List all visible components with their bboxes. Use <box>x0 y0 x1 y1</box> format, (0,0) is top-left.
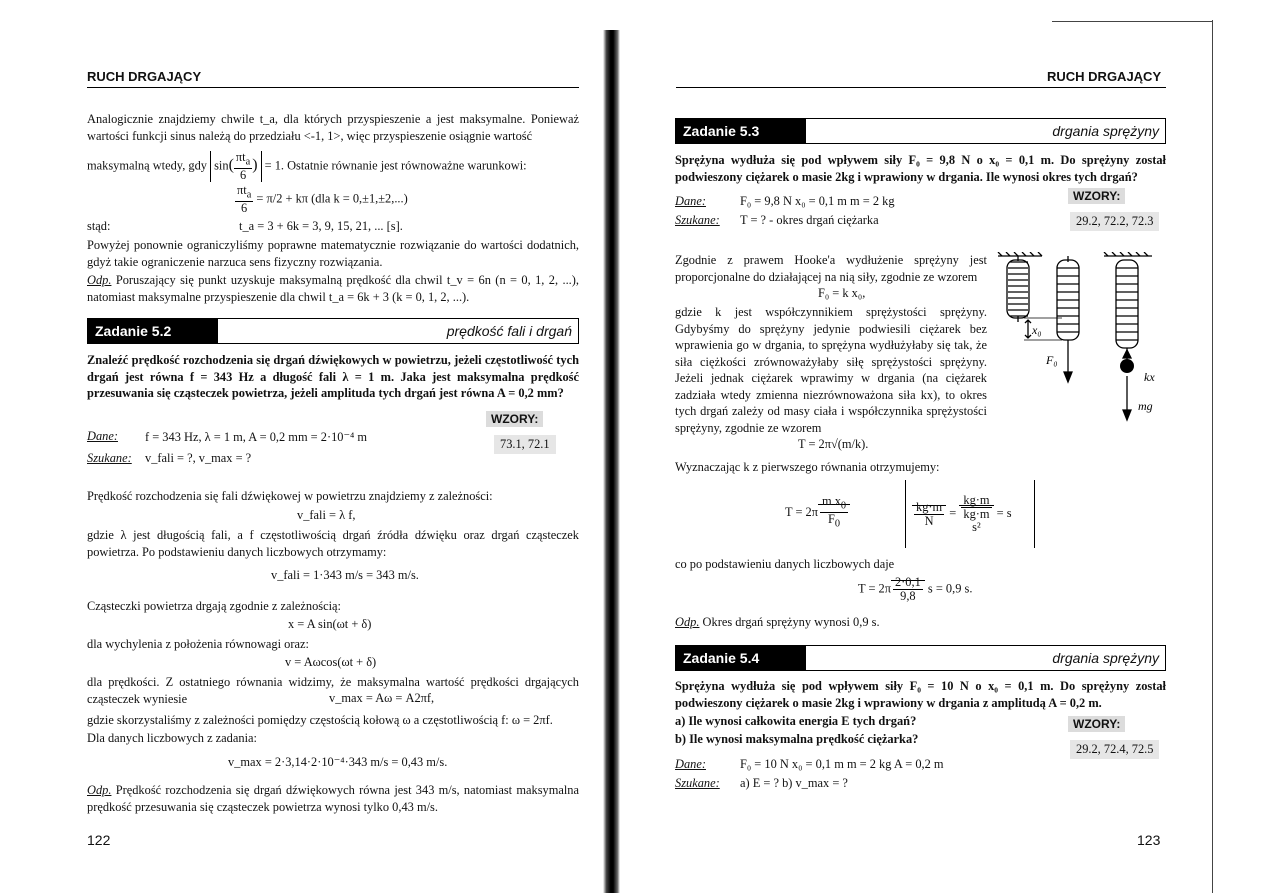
page-edge-top <box>1052 21 1212 22</box>
task-5-3-body-4: co po podstawieniu danych liczbowych daje <box>675 557 895 571</box>
spring-figure <box>994 252 1169 424</box>
spring-3-coil <box>1116 260 1138 348</box>
task-5-2-problem: Znaleźć prędkość rozchodzenia się drgań dźwiękowych w powietrzu, jeżeli częstotliwość tych drgań jest równa f = 343 Hz a długość fali λ = 1 m. Jaka jest maksymalna prędkość przesuwania się cząsteczek powietrza, jeżeli amplituda tych drgań jest równa A = 0,2 mm? <box>87 353 579 400</box>
equation-condition: $\frac{\pi t_a}{6}$ = π/2 + kπ (dla k = 0,±1,±2,...) <box>237 183 408 216</box>
task-5-3-answer <box>675 614 1166 631</box>
task-5-4-szukane-label <box>675 776 720 791</box>
task-5-2-sentence-7: Dla danych liczbowych z zadania: <box>87 731 257 745</box>
task-5-4-problem: Sprężyna wydłuża się pod wpływem siły F₀ = 10 N o x₀ = 0,1 m. Do sprężyny został podwieszony ciężarek o masie 2kg i wprawiony w drgania z amplitudą A = 0,2 m. <box>675 679 1166 710</box>
unit-num-2: kg·m <box>963 493 990 507</box>
szukane-label-text: Szukane: <box>87 451 132 465</box>
task-5-2-eq-4: v = Aωcos(ωt + δ) <box>285 655 377 669</box>
task-5-3-problem: Sprężyna wydłuża się pod wpływem siły F₀ = 9,8 N o x₀ = 0,1 m. Do sprężyny został podwieszony ciężarek o masie 2kg i wprawiony w drgania. Ile wynosi okres tych drgań? <box>675 153 1166 184</box>
eq-T2-sqrt: $\frac{m x_0}{F_0}$ <box>818 504 850 519</box>
task-5-4-question-b: b) Ile wynosi maksymalna prędkość ciężarka? <box>675 732 919 746</box>
task-5-2-wzory-label: WZORY: <box>486 411 543 427</box>
intro-condition-line <box>87 151 527 182</box>
task-5-2-answer-text: Prędkość rozchodzenia się drgań dźwiękowych równa jest 343 m/s, natomiast maksymalna prędkość przesuwania się cząsteczek powietrza wynosi tylko 0,43 m/s. <box>87 783 579 814</box>
task-5-3-szukane-value: T = ? - okres drgań ciężarka <box>740 213 879 227</box>
task-5-4-szukane-value: a) E = ? b) v_max = ? <box>740 776 848 790</box>
eq-T3-num: 2·0,1 <box>894 575 921 589</box>
abs-sin-expression: sin( $\frac{\pi t_a}{6}$ ) <box>210 151 261 182</box>
task-5-3-wzory-value: 29.2, 72.2, 72.3 <box>1070 212 1159 231</box>
task-5-2-dane-label <box>87 429 118 444</box>
task-5-2-dane-value: f = 343 Hz, λ = 1 m, A = 0,2 mm = 2·10⁻⁴ m <box>145 430 368 444</box>
dane-label-text: Dane: <box>675 194 706 208</box>
task-5-3-answer-text: Okres drgań sprężyny wynosi 0,9 s. <box>702 615 880 629</box>
szukane-label-text: Szukane: <box>675 213 720 227</box>
task-5-4-dane-label <box>675 757 706 772</box>
task-5-3-wzory-label: WZORY: <box>1068 188 1125 204</box>
task-5-2-eq-2: v_fali = 1·343 m/s = 343 m/s. <box>271 568 419 582</box>
task-5-2-eq-6: v_max = 2·3,14·2·10⁻⁴·343 m/s = 0,43 m/s. <box>228 755 448 769</box>
task-5-2-sentence-1: Prędkość rozchodzenia się fali dźwiękowej w powietrzu znajdziemy z zależności: <box>87 489 493 503</box>
intro-condition-text-b: = 1. Ostatnie równanie jest równoważne warunkowi: <box>264 158 527 173</box>
task-5-2-sentence-4: dla wychylenia z położenia równowagi oraz: <box>87 637 309 651</box>
intro-condition-text-a: maksymalną wtedy, gdy <box>87 158 207 173</box>
task-5-2-eq-5: v_max = Aω = A2πf, <box>329 691 435 705</box>
task-5-3-dane-label <box>675 194 706 209</box>
task-5-2-answer <box>87 782 579 815</box>
task-5-2-szukane-value: v_fali = ?, v_max = ? <box>145 451 252 465</box>
task-5-3-eq-T: T = 2π√(m/k). <box>798 437 869 451</box>
task-5-3-szukane-label <box>675 213 720 228</box>
task-5-3-header <box>675 118 1166 144</box>
force-arrow-F0 <box>1064 372 1072 382</box>
task-5-3-answer-label: Odp. <box>675 615 700 629</box>
eq-T3-lhs: T = 2π <box>858 581 891 596</box>
spring-1 <box>1008 256 1028 322</box>
answer-text: Poruszający się punkt uzyskuje maksymalną prędkość dla chwil t_v = 6n (n = 0, 1, 2, ...), natomiast maksymalne przyspieszenie dla chwil t_a = 6k + 3 (k = 0, 1, 2, ...). <box>87 273 579 304</box>
task-5-2-label: Zadanie 5.2 <box>88 319 218 343</box>
task-5-2-sentence-5: dla prędkości. Z ostatniego równania widzimy, że maksymalna wartość prędkości drgających cząsteczek wyniesie <box>87 675 579 706</box>
book-spine <box>603 30 620 893</box>
x0-dimension <box>1025 320 1031 338</box>
page-number-left: 122 <box>87 832 111 848</box>
restriction-paragraph: Powyżej ponownie ograniczyliśmy poprawne matematycznie rozwiązanie do wartości dodatnich, gdyż takie ograniczenie narzuca sens fizyczny rozwiązania. <box>87 238 579 269</box>
spring-3 <box>1116 268 1138 340</box>
task-5-3-eq-T3 <box>858 576 972 603</box>
force-arrow-mg <box>1123 410 1131 420</box>
header-rule <box>87 87 579 88</box>
task-5-2-wzory-value: 73.1, 72.1 <box>494 435 556 454</box>
spring-2 <box>1057 268 1079 332</box>
task-5-2-sentence-2: gdzie λ jest długością fali, a f częstotliwością drgań źródła dźwięku oraz drgań cząsteczek powietrza. Po podstawieniu danych liczbowych otrzymamy: <box>87 528 579 559</box>
header-rule <box>676 87 1166 88</box>
task-5-3-body-1: Zgodnie z prawem Hooke'a wydłużenie sprężyny jest proporcjonalne do działającej na nią siły, zgodnie ze wzorem <box>675 253 987 284</box>
task-5-3-subtitle: drgania sprężyny <box>1052 123 1159 139</box>
intro-paragraph: Analogicznie znajdziemy chwile t_a, dla których przyspieszenie a jest maksymalne. Ponieważ wartości funkcji sinus należą do przedziału <-1, 1>, więc przyspieszenie osiągnie wartość <box>87 112 579 143</box>
eq-T3-rhs: s = 0,9 s. <box>927 581 973 596</box>
spring-1-coil <box>1007 260 1029 318</box>
running-header: RUCH DRGAJĄCY <box>87 69 202 84</box>
task-5-3-eq-hooke: F₀ = k x₀, <box>818 286 866 300</box>
fig-mg-label: mg <box>1138 399 1153 413</box>
unit-result: = s <box>996 505 1012 520</box>
task-5-4-subtitle: drgania sprężyny <box>1052 650 1159 666</box>
dane-label-text: Dane: <box>675 757 706 771</box>
dane-label-text: Dane: <box>87 429 118 443</box>
unit-check: $\frac{kg\cdot m}{N}$ = kg·m kg·m s² = s <box>912 494 1012 534</box>
task-5-2-subtitle: prędkość fali i drgań <box>446 323 572 339</box>
task-5-4-label: Zadanie 5.4 <box>676 646 806 670</box>
task-5-4-wzory-value: 29.2, 72.4, 72.5 <box>1070 740 1159 759</box>
equation-ta: t_a = 3 + 6k = 3, 9, 15, 21, ... [s]. <box>239 219 403 233</box>
unit-den-1: N <box>924 513 934 528</box>
answer-label: Odp. <box>87 273 112 287</box>
task-5-2-header <box>87 318 579 344</box>
task-5-2-eq-1: v_fali = λ f, <box>297 508 356 522</box>
unit-eq-sign: = <box>949 505 957 520</box>
task-5-4-header <box>675 645 1166 671</box>
task-5-2-eq-3: x = A sin(ωt + δ) <box>288 617 372 631</box>
szukane-label-text: Szukane: <box>675 776 720 790</box>
page-edge-line <box>1212 20 1213 893</box>
task-5-3-body-3: Wyznaczając k z pierwszego równania otrzymujemy: <box>675 460 940 474</box>
fig-kx-label: kx <box>1144 370 1155 384</box>
fig-x0-label: x₀ <box>1032 323 1042 337</box>
stad-label: stąd: <box>87 219 111 233</box>
right-page <box>622 0 1263 893</box>
running-header: RUCH DRGAJĄCY <box>1047 69 1162 84</box>
unit-num-1: kg·m <box>916 499 943 514</box>
task-5-3-dane-value: F₀ = 9,8 N x₀ = 0,1 m m = 2 kg <box>740 194 895 208</box>
task-5-3-body-2: gdzie k jest współczynnikiem sprężystości sprężyny. Gdybyśmy do sprężyny jedynie podwiesili ciężarek bez wprawienia go w drgania, to sprężyna wydłużyłaby się tak, że siła ciężkości zrównoważyłaby siłę sprężystości sprężyny. Jeżeli jednak ciężarek wprawimy w drgania (na ciężarek zadziała wtedy zmienna niezrównoważona siła kx), to okres tych drgań zależy od masy ciała i współczynnika sprężystości sprężyny, zgodnie ze wzorem <box>675 305 987 435</box>
mass-ball <box>1120 359 1134 373</box>
answer-paragraph <box>87 272 579 305</box>
task-5-4-dane-value: F₀ = 10 N x₀ = 0,1 m m = 2 kg A = 0,2 m <box>740 757 944 771</box>
equation-condition-rhs: = π/2 + kπ (dla k = 0,±1,±2,...) <box>256 191 408 206</box>
task-5-2-answer-label: Odp. <box>87 783 112 797</box>
task-5-2-sentence-6: gdzie skorzystaliśmy z zależności pomiędzy częstością kołową ω a częstotliwością f: ω = 2πf. <box>87 713 553 727</box>
task-5-4-wzory-label: WZORY: <box>1068 716 1125 732</box>
eq-T3-den: 9,8 <box>900 589 916 603</box>
task-5-3-label: Zadanie 5.3 <box>676 119 806 143</box>
left-page <box>0 0 605 893</box>
task-5-4-question-a: a) Ile wynosi całkowita energia E tych drgań? <box>675 714 917 728</box>
task-5-2-szukane-label <box>87 451 132 466</box>
eq-T2-lhs: T = 2π <box>785 504 818 519</box>
fig-F0-label: F₀ <box>1046 353 1058 367</box>
page-number-right: 123 <box>1137 832 1161 848</box>
task-5-3-eq-T2 <box>785 495 850 531</box>
task-5-2-sentence-3: Cząsteczki powietrza drgają zgodnie z zależnością: <box>87 599 341 613</box>
